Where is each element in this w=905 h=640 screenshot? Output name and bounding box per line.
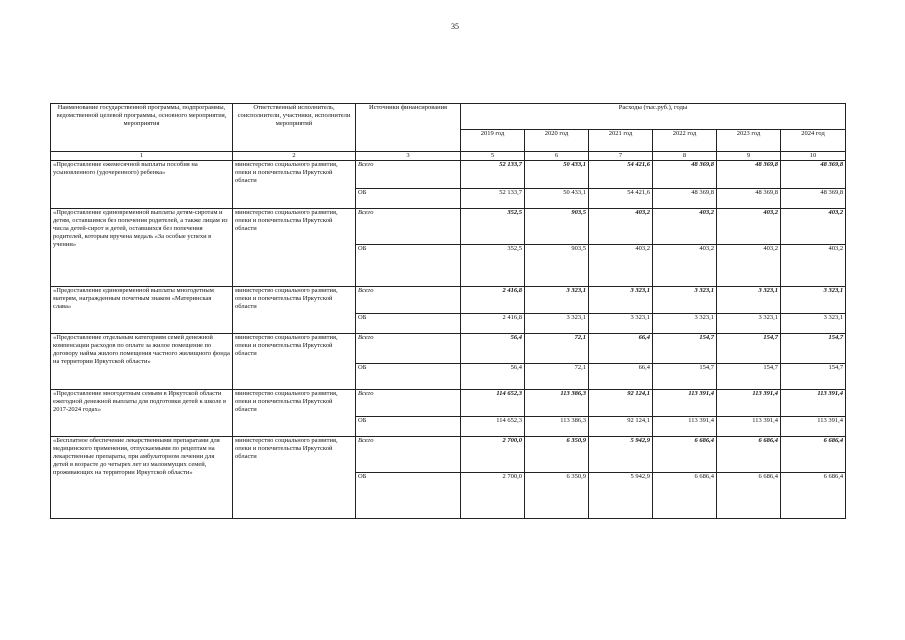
header-year: 2023 год (717, 130, 781, 152)
total-value: 154,7 (653, 334, 717, 364)
total-value: 154,7 (781, 334, 846, 364)
responsible-executor: министерство социального развития, опеки и попечительства Иркутской области (233, 161, 356, 209)
total-value: 114 652,3 (461, 390, 525, 417)
ob-value: 72,1 (525, 364, 589, 390)
ob-value: 403,2 (781, 245, 846, 287)
total-value: 403,2 (717, 209, 781, 245)
ob-value: 6 686,4 (717, 473, 781, 519)
ob-value: 48 369,8 (717, 189, 781, 209)
row-total (51, 437, 846, 473)
ob-value: 56,4 (461, 364, 525, 390)
total-value: 403,2 (781, 209, 846, 245)
total-value: 3 323,1 (781, 287, 846, 314)
header-funding-source: Источники финансирования (356, 104, 461, 152)
budget-table (50, 103, 846, 519)
total-value: 92 124,1 (589, 390, 653, 417)
ob-value: 154,7 (653, 364, 717, 390)
ob-value: 903,5 (525, 245, 589, 287)
total-value: 113 386,3 (525, 390, 589, 417)
total-value: 352,5 (461, 209, 525, 245)
ob-value: 48 369,8 (781, 189, 846, 209)
activity-name: «Предоставление отдельным категориям семей денежной компенсации расходов по оплате за жилое помещение по договору найма жилого помещения частного жилищного фонда на территории Иркутской области» (51, 334, 233, 390)
ob-value: 114 652,3 (461, 417, 525, 437)
header-expenses: Расходы (тыс.руб.), годы (461, 104, 846, 130)
header-year: 2024 год (781, 130, 846, 152)
total-value: 66,4 (589, 334, 653, 364)
funding-source-ob: ОБ (356, 364, 461, 390)
ob-value: 2 700,0 (461, 473, 525, 519)
total-value: 154,7 (717, 334, 781, 364)
total-value: 3 323,1 (653, 287, 717, 314)
total-value: 54 421,6 (589, 161, 653, 189)
ob-value: 6 350,9 (525, 473, 589, 519)
row-total (51, 390, 846, 417)
total-value: 2 416,8 (461, 287, 525, 314)
total-value: 6 350,9 (525, 437, 589, 473)
ob-value: 66,4 (589, 364, 653, 390)
header-responsible: Ответственный исполнитель, соисполнители, участники, исполнители мероприятий (233, 104, 356, 152)
column-number: 6 (525, 152, 589, 161)
funding-source-ob: ОБ (356, 417, 461, 437)
ob-value: 3 323,1 (717, 314, 781, 334)
ob-value: 3 323,1 (525, 314, 589, 334)
total-value: 3 323,1 (525, 287, 589, 314)
column-number: 10 (781, 152, 846, 161)
funding-source-total: Всего (356, 437, 461, 473)
total-value: 5 942,9 (589, 437, 653, 473)
column-number: 2 (233, 152, 356, 161)
ob-value: 113 391,4 (781, 417, 846, 437)
activity-name: «Предоставление многодетным семьям в Иркутской области ежегодной денежной выплаты для подготовки детей к школе в 2017-2024 годах» (51, 390, 233, 437)
column-number: 5 (461, 152, 525, 161)
total-value: 403,2 (589, 209, 653, 245)
ob-value: 52 133,7 (461, 189, 525, 209)
ob-value: 50 433,1 (525, 189, 589, 209)
column-number: 7 (589, 152, 653, 161)
ob-value: 113 386,3 (525, 417, 589, 437)
ob-value: 403,2 (717, 245, 781, 287)
ob-value: 54 421,6 (589, 189, 653, 209)
column-number: 9 (717, 152, 781, 161)
funding-source-ob: ОБ (356, 314, 461, 334)
responsible-executor: министерство социального развития, опеки и попечительства Иркутской области (233, 209, 356, 287)
ob-value: 403,2 (589, 245, 653, 287)
total-value: 403,2 (653, 209, 717, 245)
total-value: 903,5 (525, 209, 589, 245)
ob-value: 3 323,1 (781, 314, 846, 334)
activity-name: «Предоставление ежемесячной выплаты пособия на усыновленного (удочеренного) ребенка» (51, 161, 233, 209)
responsible-executor: министерство социального развития, опеки и попечительства Иркутской области (233, 437, 356, 519)
funding-source-total: Всего (356, 209, 461, 245)
total-value: 48 369,8 (653, 161, 717, 189)
funding-source-total: Всего (356, 334, 461, 364)
total-value: 50 433,1 (525, 161, 589, 189)
responsible-executor: министерство социального развития, опеки и попечительства Иркутской области (233, 334, 356, 390)
ob-value: 5 942,9 (589, 473, 653, 519)
activity-name: «Предоставление единовременной выплаты детям-сиротам и детям, оставшимся без попечения родителей, а также лицам из числа детей-сирот и детей, оставшихся без попечения родителей, которым вручена медаль «За особые успехи в учении» (51, 209, 233, 287)
funding-source-total: Всего (356, 161, 461, 189)
ob-value: 113 391,4 (717, 417, 781, 437)
total-value: 72,1 (525, 334, 589, 364)
funding-source-ob: ОБ (356, 189, 461, 209)
ob-value: 113 391,4 (653, 417, 717, 437)
ob-value: 2 416,8 (461, 314, 525, 334)
total-value: 113 391,4 (717, 390, 781, 417)
total-value: 56,4 (461, 334, 525, 364)
row-total (51, 209, 846, 245)
total-value: 6 686,4 (781, 437, 846, 473)
ob-value: 154,7 (717, 364, 781, 390)
total-value: 6 686,4 (653, 437, 717, 473)
row-total (51, 161, 846, 189)
ob-value: 352,5 (461, 245, 525, 287)
funding-source-ob: ОБ (356, 245, 461, 287)
ob-value: 6 686,4 (781, 473, 846, 519)
total-value: 113 391,4 (653, 390, 717, 417)
page-number: 35 (451, 22, 459, 31)
funding-source-ob: ОБ (356, 473, 461, 519)
header-row-1 (51, 104, 846, 130)
ob-value: 6 686,4 (653, 473, 717, 519)
ob-value: 403,2 (653, 245, 717, 287)
ob-value: 3 323,1 (589, 314, 653, 334)
column-number: 1 (51, 152, 233, 161)
header-year: 2021 год (589, 130, 653, 152)
funding-source-total: Всего (356, 390, 461, 417)
activity-name: «Предоставление единовременной выплаты многодетным матерям, награжденным почетным знаком «Материнская слава» (51, 287, 233, 334)
total-value: 6 686,4 (717, 437, 781, 473)
funding-source-total: Всего (356, 287, 461, 314)
ob-value: 3 323,1 (653, 314, 717, 334)
total-value: 2 700,0 (461, 437, 525, 473)
column-number: 8 (653, 152, 717, 161)
total-value: 3 323,1 (717, 287, 781, 314)
total-value: 113 391,4 (781, 390, 846, 417)
responsible-executor: министерство социального развития, опеки и попечительства Иркутской области (233, 287, 356, 334)
ob-value: 154,7 (781, 364, 846, 390)
total-value: 48 369,8 (717, 161, 781, 189)
total-value: 48 369,8 (781, 161, 846, 189)
activity-name: «Бесплатное обеспечение лекарственными препаратами для медицинского применения, отпускаемыми по рецептам на лекарственные препараты, при амбулаторном лечении для детей в возрасте до четырех лет из малоимущих семей, проживающих на территории Иркутской области» (51, 437, 233, 519)
ob-value: 92 124,1 (589, 417, 653, 437)
column-number: 3 (356, 152, 461, 161)
row-total (51, 287, 846, 314)
header-year: 2019 год (461, 130, 525, 152)
ob-value: 48 369,8 (653, 189, 717, 209)
header-year: 2022 год (653, 130, 717, 152)
header-year: 2020 год (525, 130, 589, 152)
total-value: 3 323,1 (589, 287, 653, 314)
responsible-executor: министерство социального развития, опеки и попечительства Иркутской области (233, 390, 356, 437)
total-value: 52 133,7 (461, 161, 525, 189)
header-program-name: Наименование государственной программы, подпрограммы, ведомственной целевой программы, основного мероприятия, мероприятия (51, 104, 233, 152)
row-total (51, 334, 846, 364)
column-numbers-row (51, 152, 846, 161)
